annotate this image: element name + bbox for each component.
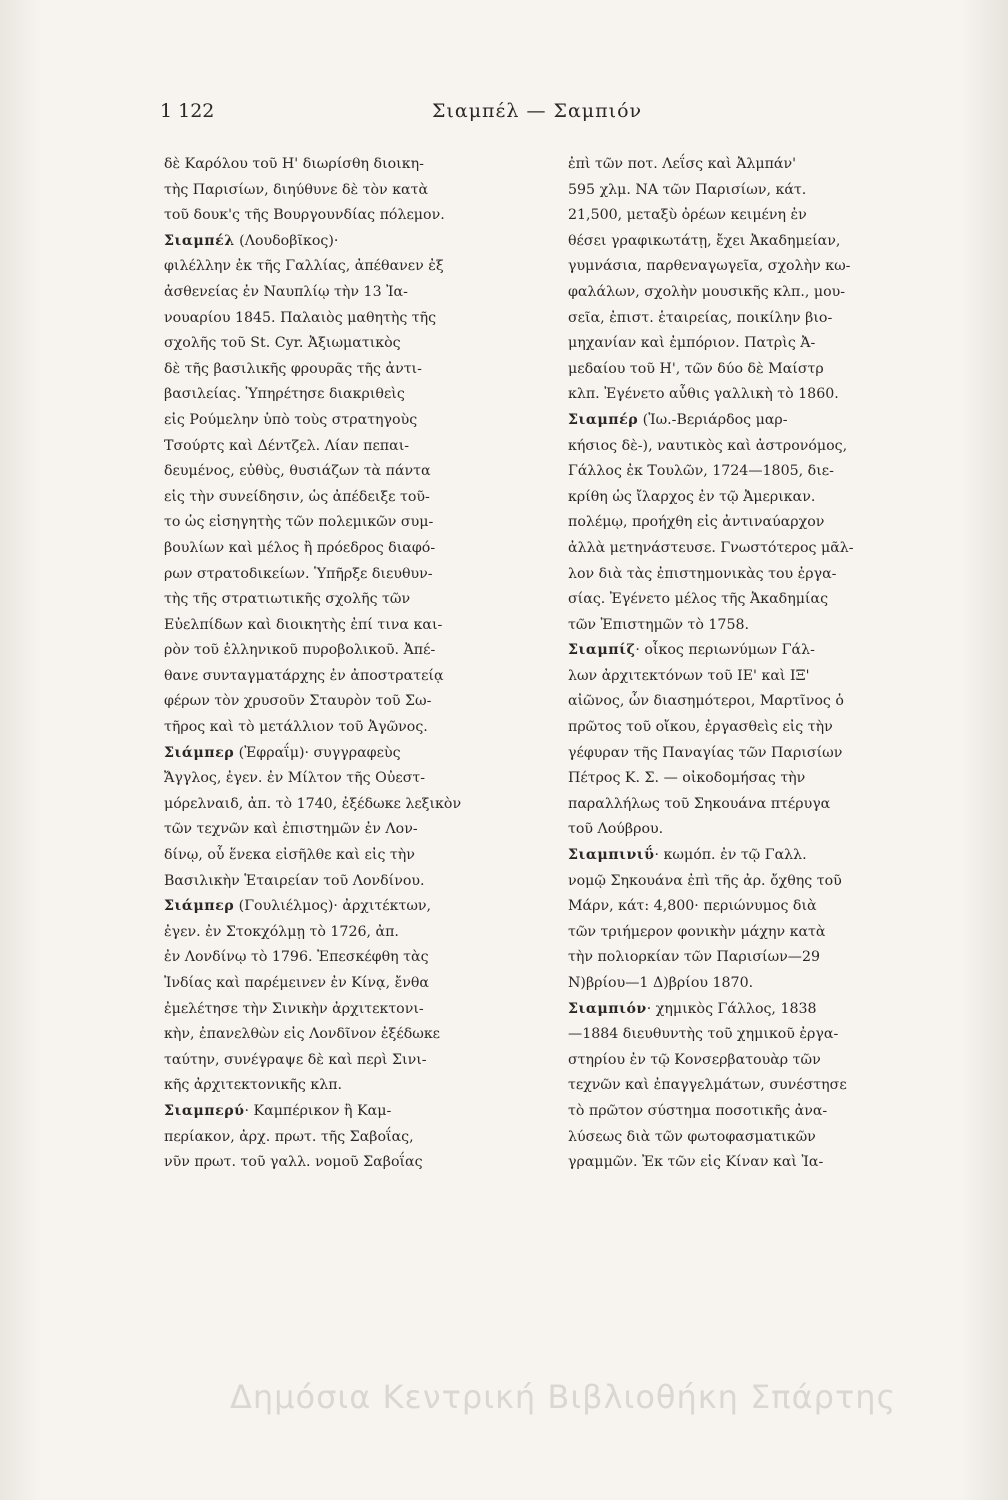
entry-headword: Σιαμπίζ — [568, 642, 636, 659]
text-line: ἀλλὰ μετηνάστευσε. Γνωστότερος μᾶλ- — [568, 539, 854, 556]
text-line: βασιλείας. Ὑπηρέτησε διακριθεὶς — [164, 386, 405, 403]
text-line: Τσούρτς καὶ Δέντζελ. Λίαν πεπαι- — [164, 437, 410, 454]
text-line: Ν)βρίου—1 Δ)βρίου 1870. — [568, 975, 754, 991]
text-line: τοῦ δουκ'ς τῆς Βουργουνδίας πόλεμον. — [164, 207, 445, 224]
text-line: σχολῆς τοῦ St. Cyr. Ἀξιωματικὸς — [164, 335, 401, 352]
text-line: τὴν πολιορκίαν τῶν Παρισίων—29 — [568, 949, 821, 966]
text-line: 595 χλμ. ΝΑ τῶν Παρισίων, κάτ. — [568, 181, 807, 198]
text-line: γραμμῶν. Ἐκ τῶν εἰς Κίναν καὶ Ἰα- — [568, 1154, 824, 1171]
page-header — [160, 100, 880, 130]
text-line: Πέτρος Κ. Σ. — οἰκοδομήσας τὴν — [568, 770, 806, 787]
text-line: Σιάμπερ (Ἐφραΐμ)· συγγραφεὺς — [164, 744, 401, 761]
text-line: δίνῳ, οὗ ἕνεκα εἰσῆλθε καὶ εἰς τὴν — [164, 847, 415, 864]
text-line: Ἄγγλος, ἐγεν. ἐν Μίλτον τῆς Οὐεστ- — [164, 770, 426, 787]
text-line: Σιαμπέλ (Λουδοβῖκος)· — [164, 232, 339, 249]
text-line: ταύτην, συνέγραψε δὲ καὶ περὶ Σινι- — [164, 1051, 427, 1068]
text-line: σίας. Ἐγένετο μέλος τῆς Ἀκαδημίας — [568, 591, 829, 608]
text-line: κλπ. Ἐγένετο αὖθις γαλλικὴ τὸ 1860. — [568, 386, 839, 403]
text-line: λων ἀρχιτεκτόνων τοῦ ΙΕ' καὶ ΙΞ' — [568, 667, 810, 684]
text-line: ρὸν τοῦ ἑλληνικοῦ πυροβολικοῦ. Ἀπέ- — [164, 642, 436, 659]
text-line: Βασιλικὴν Ἑταιρείαν τοῦ Λονδίνου. — [164, 872, 425, 889]
text-line: δὲ Καρόλου τοῦ Η' διωρίσθη διοικη- — [164, 156, 424, 172]
text-line: Σιαμπιόν· χημικὸς Γάλλος, 1838 — [568, 1000, 817, 1017]
entry-headword: Σιαμπέρ — [568, 411, 639, 428]
text-line: εἰς Ρούμελην ὑπὸ τοὺς στρατηγοὺς — [164, 411, 418, 428]
text-line: παραλλήλως τοῦ Σηκουάνα πτέρυγα — [568, 795, 831, 812]
text-line: θανε συνταγματάρχης ἐν ἀποστρατείᾳ — [164, 667, 444, 684]
text-line: δὲ τῆς βασιλικῆς φρουρᾶς τῆς ἀντι- — [164, 360, 422, 377]
text-line: 21,500, μεταξὺ ὀρέων κειμένη ἐν — [568, 207, 807, 224]
text-line: τῶν Ἐπιστημῶν τὸ 1758. — [568, 616, 750, 633]
text-line: νῦν πρωτ. τοῦ γαλλ. νομοῦ Σαβοΐας — [164, 1154, 423, 1171]
text-line: τὸ πρῶτον σύστημα ποσοτικῆς ἀνα- — [568, 1102, 828, 1119]
text-line: κῆς ἀρχιτεκτονικῆς κλπ. — [164, 1077, 343, 1094]
entry-headword: Σιαμπερύ — [164, 1102, 245, 1119]
text-line: σεῖα, ἐπιστ. ἑταιρείας, ποικίλην βιο- — [568, 309, 833, 326]
text-line: μηχανίαν καὶ ἐμπόριον. Πατρὶς Ἀ- — [568, 335, 816, 352]
text-line: Ἰνδίας καὶ παρέμεινεν ἐν Κίνᾳ, ἔνθα — [164, 975, 430, 991]
text-line: φαλάλων, σχολὴν μουσικῆς κλπ., μου- — [568, 283, 846, 300]
text-line: ἐπὶ τῶν ποτ. Λεΐσς καὶ Ἀλμπάν' — [568, 156, 797, 172]
text-line: ἀσθενείας ἐν Ναυπλίῳ τὴν 13 Ἰα- — [164, 283, 408, 300]
text-line: ἐμελέτησε τὴν Σινικὴν ἀρχιτεκτονι- — [164, 1000, 424, 1017]
text-line: γυμνάσια, παρθεναγωγεῖα, σχολὴν κω- — [568, 258, 851, 275]
entry-headword: Σιάμπερ — [164, 744, 235, 761]
text-line: ρων στρατοδικείων. Ὑπῆρξε διευθυν- — [164, 565, 433, 582]
entry-headword: Σιάμπερ — [164, 898, 235, 915]
text-line: τῶν τεχνῶν καὶ ἐπιστημῶν ἐν Λον- — [164, 821, 418, 838]
text-line: Σιαμπέρ (Ἰω.-Βεριάρδος μαρ- — [568, 411, 788, 428]
text-line: λύσεως διὰ τῶν φωτοφασματικῶν — [568, 1128, 816, 1145]
text-line: θέσει γραφικωτάτῃ, ἔχει Ἀκαδημείαν, — [568, 232, 841, 249]
text-line: —1884 διευθυντὴς τοῦ χημικοῦ ἐργα- — [568, 1026, 839, 1043]
text-line: βουλίων καὶ μέλος ἢ πρόεδρος διαφό- — [164, 539, 436, 556]
text-line: εἰς τὴν συνείδησιν, ὡς ἀπέδειξε τοῦ- — [164, 488, 430, 505]
entry-headword: Σιαμπέλ — [164, 232, 235, 249]
text-line: ἐν Λονδίνῳ τὸ 1796. Ἐπεσκέφθη τὰς — [164, 949, 429, 966]
text-line: δευμένος, εὐθὺς, θυσιάζων τὰ πάντα — [164, 463, 431, 480]
text-line: πολέμῳ, προήχθη εἰς ἀντιναύαρχον — [568, 514, 825, 531]
text-line: αἰῶνος, ὧν διασημότεροι, Μαρτῖνος ὁ — [568, 693, 844, 710]
text-line: Γάλλος ἐκ Τουλῶν, 1724—1805, διε- — [568, 463, 834, 480]
text-line: μεδαίου τοῦ Η', τῶν δύο δὲ Μαίστρ — [568, 360, 824, 377]
text-line: λον διὰ τὰς ἐπιστημονικὰς του ἐργα- — [568, 565, 837, 582]
right-column — [568, 152, 940, 1176]
text-line: τεχνῶν καὶ ἐπαγγελμάτων, συνέστησε — [568, 1077, 847, 1094]
running-title: Σιαμπέλ — Σαμπιόν — [432, 100, 643, 122]
text-line: Σιαμπερύ· Καμπέρικον ἢ Καμ- — [164, 1102, 392, 1119]
text-line: περίακον, ἀρχ. πρωτ. τῆς Σαβοΐας, — [164, 1128, 414, 1145]
text-line: νουαρίου 1845. Παλαιὸς μαθητὴς τῆς — [164, 309, 437, 326]
text-line: Σιάμπερ (Γουλιέλμος)· ἀρχιτέκτων, — [164, 898, 432, 915]
text-line: κρίθη ὡς ἴλαρχος ἐν τῷ Ἀμερικαν. — [568, 488, 816, 505]
left-column — [164, 152, 544, 1176]
text-line: τῆρος καὶ τὸ μετάλλιον τοῦ Ἀγῶνος. — [164, 719, 428, 736]
text-line: στηρίου ἐν τῷ Κονσερβατουὰρ τῶν — [568, 1051, 821, 1068]
text-line: τὴς Παρισίων, διηύθυνε δὲ τὸν κατὰ — [164, 181, 429, 198]
text-line: κὴν, ἐπανελθὼν εἰς Λονδῖνον ἐξέδωκε — [164, 1026, 441, 1043]
text-line: Μάρν, κάτ: 4,800· περιώνυμος διὰ — [568, 898, 817, 915]
text-line: μόρελναιδ, ἀπ. τὸ 1740, ἐξέδωκε λεξικὸν — [164, 795, 462, 812]
text-line: Σιαμπινιΰ· κωμόπ. ἐν τῷ Γαλλ. — [568, 847, 807, 864]
text-line: το ὡς εἰσηγητὴς τῶν πολεμικῶν συμ- — [164, 514, 434, 531]
text-line: Εὐελπίδων καὶ διοικητὴς ἐπί τινα και- — [164, 616, 443, 633]
text-line: τῶν τριήμερον φονικὴν μάχην κατὰ — [568, 923, 826, 940]
text-line: τὴς τῆς στρατιωτικῆς σχολῆς τῶν — [164, 591, 411, 608]
library-watermark: Δημόσια Κεντρική Βιβλιοθήκη Σπάρτης — [230, 1378, 897, 1416]
text-line: τοῦ Λούβρου. — [568, 821, 664, 838]
text-line: ἐγεν. ἐν Στοκχόλμῃ τὸ 1726, ἀπ. — [164, 923, 399, 940]
text-line: πρῶτος τοῦ οἴκου, ἐργασθεὶς εἰς τὴν — [568, 719, 833, 736]
text-line: γέφυραν τῆς Παναγίας τῶν Παρισίων — [568, 744, 843, 761]
entry-headword: Σιαμπινιΰ — [568, 847, 655, 864]
page-number: 1 122 — [160, 100, 215, 122]
text-line: φιλέλλην ἐκ τῆς Γαλλίας, ἀπέθανεν ἐξ — [164, 258, 444, 275]
entry-headword: Σιαμπιόν — [568, 1000, 647, 1017]
text-line: φέρων τὸν χρυσοῦν Σταυρὸν τοῦ Σω- — [164, 693, 432, 710]
text-line: νομῷ Σηκουάνα ἐπὶ τῆς ἀρ. ὄχθης τοῦ — [568, 872, 842, 889]
text-line: κήσιος δὲ-), ναυτικὸς καὶ ἀστρονόμος, — [568, 437, 848, 454]
text-line: Σιαμπίζ· οἶκος περιωνύμων Γάλ- — [568, 642, 815, 659]
